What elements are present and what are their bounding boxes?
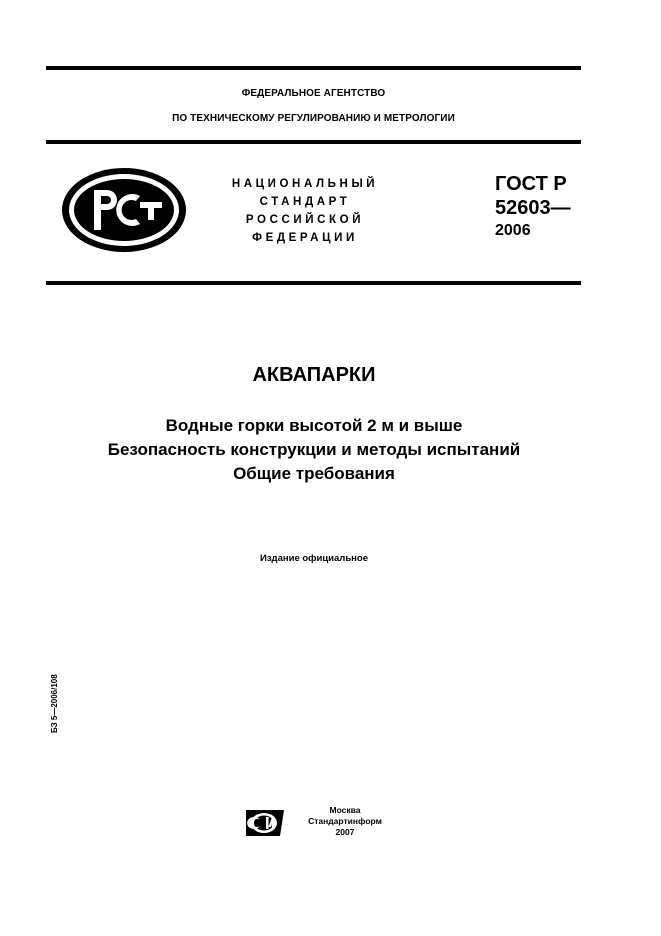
publisher-year: 2007 — [335, 827, 355, 837]
publisher-name: Стандартинформ — [308, 816, 382, 826]
standard-line2: СТАНДАРТ — [259, 196, 351, 208]
subtitle-line2: Безопасность конструкции и методы испытаний — [107, 440, 521, 459]
edition-label: Издание официальное — [260, 553, 368, 564]
subtitle-line3: Общие требования — [233, 464, 395, 483]
publisher-block — [300, 805, 390, 838]
agency-name-line2: ПО ТЕХНИЧЕСКОМУ РЕГУЛИРОВАНИЮ И МЕТРОЛОГИИ — [172, 113, 455, 124]
subtitle-line1: Водные горки высотой 2 м и выше — [165, 416, 463, 435]
rst-certification-mark-icon — [60, 166, 188, 254]
bottom-header-rule — [46, 281, 581, 285]
top-rule — [46, 66, 581, 70]
designation-number: 52603— — [495, 197, 571, 219]
standard-line3: РОССИЙСКОЙ — [245, 214, 365, 226]
agency-name-line1: ФЕДЕРАЛЬНОЕ АГЕНТСТВО — [241, 88, 386, 99]
document-title: АКВАПАРКИ — [252, 364, 376, 386]
national-standard-label — [205, 175, 405, 247]
header-rule — [46, 140, 581, 144]
designation-prefix: ГОСТ Р — [495, 173, 567, 195]
designation-year: 2006 — [495, 222, 531, 239]
standartinform-logo-icon — [244, 808, 288, 838]
standard-line4: ФЕДЕРАЦИИ — [252, 232, 358, 244]
standard-line1: НАЦИОНАЛЬНЫЙ — [231, 178, 379, 190]
standard-designation — [495, 172, 571, 242]
document-subtitle — [0, 414, 628, 486]
publisher-city: Москва — [329, 805, 361, 815]
side-code: БЗ 5—2006/108 — [50, 674, 59, 733]
